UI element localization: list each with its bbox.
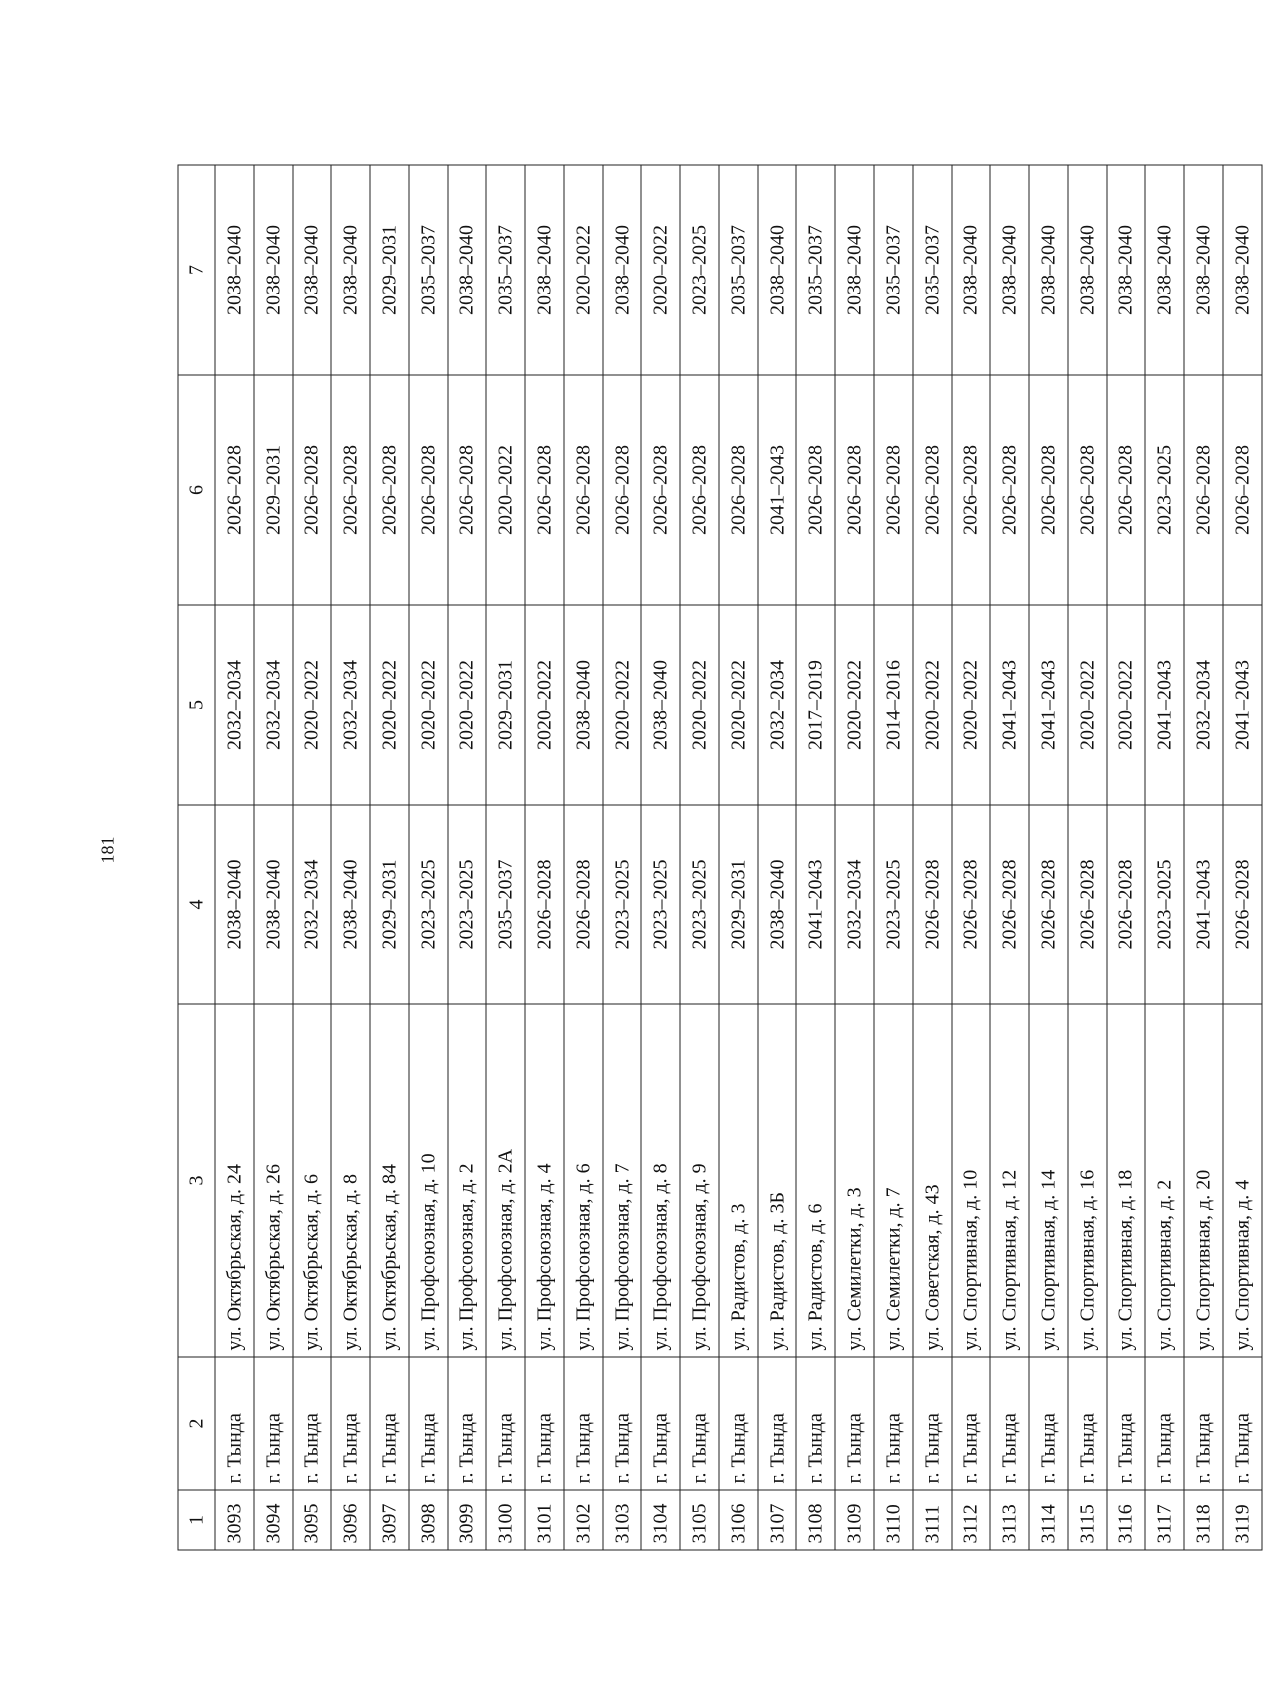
table-cell-col-7: 2038–2040 bbox=[1068, 165, 1107, 375]
table-cell-col-3: ул. Профсоюзная, д. 4 bbox=[525, 1004, 564, 1357]
table-cell-col-5: 2014–2016 bbox=[874, 605, 913, 805]
table-cell-col-4: 2023–2025 bbox=[409, 805, 448, 1004]
table-cell-col-6: 2026–2028 bbox=[1107, 375, 1146, 605]
table-cell-col-1: 3116 bbox=[1107, 1490, 1146, 1550]
table-cell-col-2: г. Тында bbox=[1184, 1357, 1223, 1490]
table-cell-col-5: 2032–2034 bbox=[331, 605, 370, 805]
table-cell-col-1: 3105 bbox=[680, 1490, 719, 1550]
table-cell-col-4: 2026–2028 bbox=[564, 805, 603, 1004]
table-cell-col-4: 2038–2040 bbox=[215, 805, 254, 1004]
table-cell-col-1: 3117 bbox=[1145, 1490, 1184, 1550]
table-row bbox=[370, 165, 409, 1550]
table-cell-col-4: 2032–2034 bbox=[835, 805, 874, 1004]
table-cell-col-7: 2038–2040 bbox=[990, 165, 1029, 375]
table-cell-col-3: ул. Октябрьская, д. 24 bbox=[215, 1004, 254, 1357]
table-cell-col-5: 2020–2022 bbox=[525, 605, 564, 805]
table-cell-col-4: 2026–2028 bbox=[1029, 805, 1068, 1004]
table-cell-col-3: ул. Профсоюзная, д. 6 bbox=[564, 1004, 603, 1357]
table-cell-col-4: 2026–2028 bbox=[913, 805, 952, 1004]
table-cell-col-6: 2026–2028 bbox=[370, 375, 409, 605]
table-cell-col-7: 2038–2040 bbox=[254, 165, 293, 375]
table-cell-col-1: 3095 bbox=[293, 1490, 332, 1550]
table-row bbox=[254, 165, 293, 1550]
table-cell-col-5: 2041–2043 bbox=[1145, 605, 1184, 805]
table-cell-col-6: 2026–2028 bbox=[293, 375, 332, 605]
table-cell-col-3: ул. Спортивная, д. 10 bbox=[952, 1004, 991, 1357]
table-cell-col-2: г. Тында bbox=[486, 1357, 525, 1490]
table-row bbox=[680, 165, 719, 1550]
table-cell-col-7: 2038–2040 bbox=[952, 165, 991, 375]
table-cell-col-7: 2035–2037 bbox=[874, 165, 913, 375]
table-cell-col-7: 2038–2040 bbox=[835, 165, 874, 375]
table-cell-col-1: 3100 bbox=[486, 1490, 525, 1550]
table-cell-col-2: г. Тында bbox=[796, 1357, 835, 1490]
column-header-7: 7 bbox=[178, 165, 215, 375]
table-cell-col-1: 3110 bbox=[874, 1490, 913, 1550]
table-row bbox=[874, 165, 913, 1550]
table-cell-col-6: 2026–2028 bbox=[409, 375, 448, 605]
table-cell-col-7: 2038–2040 bbox=[525, 165, 564, 375]
table-cell-col-6: 2026–2028 bbox=[603, 375, 642, 605]
table-cell-col-5: 2020–2022 bbox=[952, 605, 991, 805]
table-cell-col-6: 2026–2028 bbox=[1068, 375, 1107, 605]
table-cell-col-2: г. Тында bbox=[835, 1357, 874, 1490]
table-cell-col-7: 2035–2037 bbox=[913, 165, 952, 375]
table-cell-col-3: ул. Профсоюзная, д. 2А bbox=[486, 1004, 525, 1357]
table-cell-col-6: 2026–2028 bbox=[641, 375, 680, 605]
table-cell-col-1: 3111 bbox=[913, 1490, 952, 1550]
table-cell-col-5: 2020–2022 bbox=[719, 605, 758, 805]
table-cell-col-1: 3106 bbox=[719, 1490, 758, 1550]
table-cell-col-3: ул. Радистов, д. 3 bbox=[719, 1004, 758, 1357]
table-cell-col-3: ул. Спортивная, д. 16 bbox=[1068, 1004, 1107, 1357]
table-row bbox=[525, 165, 564, 1550]
table-cell-col-2: г. Тында bbox=[1068, 1357, 1107, 1490]
table-body bbox=[215, 165, 1262, 1550]
table-cell-col-3: ул. Октябрьская, д. 84 bbox=[370, 1004, 409, 1357]
table-cell-col-2: г. Тында bbox=[952, 1357, 991, 1490]
column-header-6: 6 bbox=[178, 375, 215, 605]
table-cell-col-1: 3096 bbox=[331, 1490, 370, 1550]
table-cell-col-2: г. Тында bbox=[254, 1357, 293, 1490]
table-cell-col-6: 2026–2028 bbox=[680, 375, 719, 605]
table-cell-col-7: 2020–2022 bbox=[564, 165, 603, 375]
table-row bbox=[331, 165, 370, 1550]
table-cell-col-1: 3104 bbox=[641, 1490, 680, 1550]
table-cell-col-2: г. Тында bbox=[1029, 1357, 1068, 1490]
table-cell-col-2: г. Тында bbox=[409, 1357, 448, 1490]
table-cell-col-7: 2029–2031 bbox=[370, 165, 409, 375]
table-cell-col-7: 2038–2040 bbox=[758, 165, 797, 375]
table-cell-col-7: 2038–2040 bbox=[293, 165, 332, 375]
table-cell-col-1: 3097 bbox=[370, 1490, 409, 1550]
table-cell-col-7: 2038–2040 bbox=[448, 165, 487, 375]
table-cell-col-4: 2023–2025 bbox=[448, 805, 487, 1004]
table-cell-col-4: 2026–2028 bbox=[1107, 805, 1146, 1004]
table-cell-col-5: 2020–2022 bbox=[603, 605, 642, 805]
table-cell-col-2: г. Тында bbox=[331, 1357, 370, 1490]
table-cell-col-6: 2026–2028 bbox=[215, 375, 254, 605]
table-cell-col-1: 3102 bbox=[564, 1490, 603, 1550]
table-cell-col-1: 3098 bbox=[409, 1490, 448, 1550]
table-cell-col-2: г. Тында bbox=[525, 1357, 564, 1490]
column-header-4: 4 bbox=[178, 805, 215, 1004]
table-cell-col-1: 3101 bbox=[525, 1490, 564, 1550]
table-cell-col-3: ул. Октябрьская, д. 6 bbox=[293, 1004, 332, 1357]
table-cell-col-1: 3103 bbox=[603, 1490, 642, 1550]
table-cell-col-7: 2038–2040 bbox=[1184, 165, 1223, 375]
table-cell-col-2: г. Тында bbox=[990, 1357, 1029, 1490]
table-cell-col-4: 2026–2028 bbox=[525, 805, 564, 1004]
table-cell-col-1: 3107 bbox=[758, 1490, 797, 1550]
table-cell-col-2: г. Тында bbox=[293, 1357, 332, 1490]
table-cell-col-3: ул. Октябрьская, д. 8 bbox=[331, 1004, 370, 1357]
table-row bbox=[758, 165, 797, 1550]
table-cell-col-4: 2026–2028 bbox=[990, 805, 1029, 1004]
table-cell-col-2: г. Тында bbox=[370, 1357, 409, 1490]
table-cell-col-6: 2041–2043 bbox=[758, 375, 797, 605]
table-cell-col-3: ул. Спортивная, д. 12 bbox=[990, 1004, 1029, 1357]
table-cell-col-5: 2029–2031 bbox=[486, 605, 525, 805]
table-cell-col-7: 2035–2037 bbox=[796, 165, 835, 375]
table-cell-col-6: 2023–2025 bbox=[1145, 375, 1184, 605]
table-cell-col-7: 2038–2040 bbox=[1145, 165, 1184, 375]
table-cell-col-3: ул. Радистов, д. 3Б bbox=[758, 1004, 797, 1357]
table-cell-col-4: 2023–2025 bbox=[680, 805, 719, 1004]
table-cell-col-6: 2029–2031 bbox=[254, 375, 293, 605]
table-cell-col-6: 2026–2028 bbox=[525, 375, 564, 605]
table-row bbox=[913, 165, 952, 1550]
table-cell-col-4: 2023–2025 bbox=[603, 805, 642, 1004]
table-cell-col-5: 2017–2019 bbox=[796, 605, 835, 805]
table-row bbox=[486, 165, 525, 1550]
table-cell-col-5: 2020–2022 bbox=[448, 605, 487, 805]
table-row bbox=[719, 165, 758, 1550]
table-cell-col-4: 2032–2034 bbox=[293, 805, 332, 1004]
table-cell-col-6: 2026–2028 bbox=[331, 375, 370, 605]
table-cell-col-2: г. Тында bbox=[680, 1357, 719, 1490]
table-cell-col-4: 2026–2028 bbox=[1068, 805, 1107, 1004]
table-cell-col-1: 3112 bbox=[952, 1490, 991, 1550]
table-cell-col-5: 2020–2022 bbox=[680, 605, 719, 805]
table-cell-col-3: ул. Октябрьская, д. 26 bbox=[254, 1004, 293, 1357]
table-cell-col-6: 2026–2028 bbox=[913, 375, 952, 605]
table-cell-col-2: г. Тында bbox=[448, 1357, 487, 1490]
table-cell-col-5: 2020–2022 bbox=[293, 605, 332, 805]
table-cell-col-6: 2026–2028 bbox=[564, 375, 603, 605]
table-cell-col-4: 2023–2025 bbox=[1145, 805, 1184, 1004]
table-cell-col-3: ул. Семилетки, д. 7 bbox=[874, 1004, 913, 1357]
table-row bbox=[564, 165, 603, 1550]
table-cell-col-6: 2026–2028 bbox=[719, 375, 758, 605]
table-cell-col-5: 2020–2022 bbox=[835, 605, 874, 805]
table-row bbox=[990, 165, 1029, 1550]
table-cell-col-2: г. Тында bbox=[641, 1357, 680, 1490]
column-header-1: 1 bbox=[178, 1490, 215, 1550]
table-cell-col-6: 2026–2028 bbox=[796, 375, 835, 605]
table-cell-col-1: 3094 bbox=[254, 1490, 293, 1550]
table-cell-col-1: 3093 bbox=[215, 1490, 254, 1550]
table-cell-col-7: 2038–2040 bbox=[1029, 165, 1068, 375]
table-cell-col-5: 2032–2034 bbox=[1184, 605, 1223, 805]
table-cell-col-7: 2038–2040 bbox=[215, 165, 254, 375]
table-cell-col-5: 2020–2022 bbox=[1107, 605, 1146, 805]
table-cell-col-6: 2026–2028 bbox=[448, 375, 487, 605]
table-cell-col-2: г. Тында bbox=[913, 1357, 952, 1490]
table-header-row bbox=[178, 165, 215, 1550]
table-cell-col-4: 2038–2040 bbox=[254, 805, 293, 1004]
table-cell-col-4: 2041–2043 bbox=[796, 805, 835, 1004]
table-cell-col-3: ул. Спортивная, д. 2 bbox=[1145, 1004, 1184, 1357]
table-cell-col-7: 2035–2037 bbox=[409, 165, 448, 375]
table-row bbox=[796, 165, 835, 1550]
table-cell-col-5: 2041–2043 bbox=[1223, 605, 1262, 805]
table-cell-col-5: 2020–2022 bbox=[1068, 605, 1107, 805]
table-cell-col-4: 2029–2031 bbox=[370, 805, 409, 1004]
table-cell-col-2: г. Тында bbox=[215, 1357, 254, 1490]
table-row bbox=[448, 165, 487, 1550]
table-cell-col-4: 2038–2040 bbox=[331, 805, 370, 1004]
table-row bbox=[1029, 165, 1068, 1550]
table-cell-col-6: 2026–2028 bbox=[952, 375, 991, 605]
table-cell-col-4: 2023–2025 bbox=[641, 805, 680, 1004]
table-cell-col-2: г. Тында bbox=[603, 1357, 642, 1490]
table-row bbox=[1068, 165, 1107, 1550]
table-cell-col-5: 2038–2040 bbox=[641, 605, 680, 805]
table-cell-col-7: 2038–2040 bbox=[1107, 165, 1146, 375]
table-cell-col-1: 3119 bbox=[1223, 1490, 1262, 1550]
table-cell-col-3: ул. Профсоюзная, д. 2 bbox=[448, 1004, 487, 1357]
table-cell-col-5: 2041–2043 bbox=[990, 605, 1029, 805]
table-cell-col-6: 2026–2028 bbox=[874, 375, 913, 605]
table-cell-col-2: г. Тында bbox=[564, 1357, 603, 1490]
table-cell-col-6: 2026–2028 bbox=[835, 375, 874, 605]
table-cell-col-1: 3114 bbox=[1029, 1490, 1068, 1550]
table-cell-col-4: 2035–2037 bbox=[486, 805, 525, 1004]
table-cell-col-5: 2020–2022 bbox=[409, 605, 448, 805]
table-cell-col-1: 3108 bbox=[796, 1490, 835, 1550]
table-cell-col-5: 2041–2043 bbox=[1029, 605, 1068, 805]
table-cell-col-6: 2026–2028 bbox=[1223, 375, 1262, 605]
table-row bbox=[215, 165, 254, 1550]
table-cell-col-2: г. Тында bbox=[1107, 1357, 1146, 1490]
table-cell-col-4: 2038–2040 bbox=[758, 805, 797, 1004]
table-cell-col-1: 3113 bbox=[990, 1490, 1029, 1550]
table-cell-col-5: 2020–2022 bbox=[913, 605, 952, 805]
table-cell-col-6: 2026–2028 bbox=[990, 375, 1029, 605]
table-cell-col-2: г. Тында bbox=[1145, 1357, 1184, 1490]
table-cell-col-7: 2023–2025 bbox=[680, 165, 719, 375]
table-row bbox=[293, 165, 332, 1550]
table-row bbox=[409, 165, 448, 1550]
table-cell-col-4: 2026–2028 bbox=[1223, 805, 1262, 1004]
table-cell-col-5: 2032–2034 bbox=[215, 605, 254, 805]
table-cell-col-7: 2038–2040 bbox=[603, 165, 642, 375]
table-cell-col-4: 2023–2025 bbox=[874, 805, 913, 1004]
table-cell-col-3: ул. Профсоюзная, д. 9 bbox=[680, 1004, 719, 1357]
table-cell-col-4: 2041–2043 bbox=[1184, 805, 1223, 1004]
table-cell-col-3: ул. Профсоюзная, д. 10 bbox=[409, 1004, 448, 1357]
table-row bbox=[1145, 165, 1184, 1550]
table-cell-col-7: 2035–2037 bbox=[486, 165, 525, 375]
table-cell-col-3: ул. Семилетки, д. 3 bbox=[835, 1004, 874, 1357]
column-header-5: 5 bbox=[178, 605, 215, 805]
table-cell-col-7: 2038–2040 bbox=[1223, 165, 1262, 375]
table-row bbox=[641, 165, 680, 1550]
page-number: 181 bbox=[97, 836, 118, 864]
table-cell-col-4: 2029–2031 bbox=[719, 805, 758, 1004]
table-row bbox=[603, 165, 642, 1550]
table-cell-col-5: 2020–2022 bbox=[370, 605, 409, 805]
table-cell-col-7: 2020–2022 bbox=[641, 165, 680, 375]
register-table-container bbox=[178, 166, 1263, 1551]
table-cell-col-5: 2038–2040 bbox=[564, 605, 603, 805]
table-cell-col-3: ул. Радистов, д. 6 bbox=[796, 1004, 835, 1357]
table-cell-col-2: г. Тында bbox=[1223, 1357, 1262, 1490]
table-cell-col-6: 2026–2028 bbox=[1029, 375, 1068, 605]
table-cell-col-2: г. Тында bbox=[874, 1357, 913, 1490]
table-cell-col-3: ул. Профсоюзная, д. 8 bbox=[641, 1004, 680, 1357]
table-cell-col-7: 2035–2037 bbox=[719, 165, 758, 375]
column-header-2: 2 bbox=[178, 1357, 215, 1490]
table-cell-col-5: 2032–2034 bbox=[758, 605, 797, 805]
table-cell-col-1: 3099 bbox=[448, 1490, 487, 1550]
table-cell-col-6: 2020–2022 bbox=[486, 375, 525, 605]
table-cell-col-2: г. Тында bbox=[719, 1357, 758, 1490]
table-cell-col-3: ул. Профсоюзная, д. 7 bbox=[603, 1004, 642, 1357]
table-cell-col-5: 2032–2034 bbox=[254, 605, 293, 805]
register-table bbox=[178, 165, 1263, 1551]
table-cell-col-6: 2026–2028 bbox=[1184, 375, 1223, 605]
table-cell-col-3: ул. Спортивная, д. 4 bbox=[1223, 1004, 1262, 1357]
table-row bbox=[1184, 165, 1223, 1550]
table-cell-col-1: 3115 bbox=[1068, 1490, 1107, 1550]
table-cell-col-3: ул. Спортивная, д. 20 bbox=[1184, 1004, 1223, 1357]
table-cell-col-1: 3109 bbox=[835, 1490, 874, 1550]
table-row bbox=[1107, 165, 1146, 1550]
table-row bbox=[1223, 165, 1262, 1550]
table-cell-col-3: ул. Советская, д. 43 bbox=[913, 1004, 952, 1357]
table-cell-col-3: ул. Спортивная, д. 14 bbox=[1029, 1004, 1068, 1357]
table-row bbox=[952, 165, 991, 1550]
table-cell-col-7: 2038–2040 bbox=[331, 165, 370, 375]
table-cell-col-1: 3118 bbox=[1184, 1490, 1223, 1550]
column-header-3: 3 bbox=[178, 1004, 215, 1357]
table-cell-col-2: г. Тында bbox=[758, 1357, 797, 1490]
table-cell-col-4: 2026–2028 bbox=[952, 805, 991, 1004]
table-cell-col-3: ул. Спортивная, д. 18 bbox=[1107, 1004, 1146, 1357]
table-row bbox=[835, 165, 874, 1550]
